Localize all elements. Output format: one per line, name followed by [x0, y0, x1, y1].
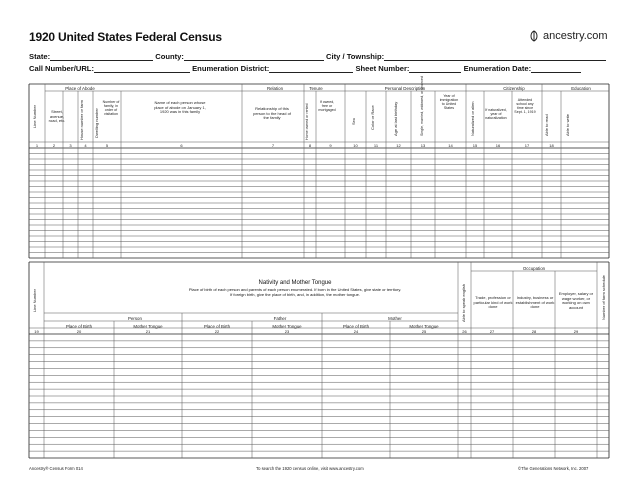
form-title: 1920 United States Federal Census	[29, 30, 222, 44]
father-header: Father	[273, 316, 287, 321]
top-col-number-15: 15	[472, 143, 478, 148]
top-col-number-11: 11	[373, 143, 379, 148]
sheet-label: Sheet Number:	[355, 64, 410, 73]
bottom-col-number-25: 25	[421, 329, 427, 334]
county-label: County:	[155, 52, 184, 61]
top-col-number-9: 9	[329, 143, 332, 148]
industry-label: Industry, business or establishment of work done	[515, 295, 555, 310]
nativity-desc-1: Place of birth of each person and parents of each person enumerated. If born in the United States, give state or territory.	[188, 287, 402, 292]
read-label: Able to read	[544, 114, 549, 136]
top-col-number-13: 13	[420, 143, 426, 148]
top-col-number-14: 14	[448, 143, 453, 148]
nat-year-label: If naturalized, year of naturalization	[485, 108, 507, 120]
house-label: House number or farm	[79, 99, 84, 140]
top-line-number-label: Line Number	[32, 105, 37, 128]
top-col-number-1: 1	[35, 143, 39, 148]
sex-label: Sex	[351, 118, 356, 125]
bottom-col-number-23: 23	[284, 329, 290, 334]
bottom-col-number-20: 20	[76, 329, 82, 334]
group-citizenship: Citizenship	[503, 86, 525, 91]
top-col-number-3: 3	[69, 143, 72, 148]
mortgaged-label: If owned, free or mortgaged	[318, 100, 336, 112]
top-col-number-5: 5	[105, 143, 109, 148]
group-personal: Personal Description	[384, 86, 426, 91]
bottom-col-number-21: 21	[145, 329, 151, 334]
speak-english-label: Able to speak english	[461, 283, 466, 322]
logo-text: ancestry.com	[543, 30, 608, 42]
dwelling-label: Dwelling number	[94, 108, 99, 138]
age-label: Age at last birthday	[393, 101, 398, 136]
footer-center: To search the 1920 census online, visit www.ancestry.com	[256, 466, 364, 471]
mother-header: Mother	[388, 316, 402, 321]
relationship-label: Relationship of this person to the head of the family	[253, 106, 291, 121]
employer-label: Employer, salary or wage worker, or working on own account	[558, 291, 594, 310]
street-label: Street, avenue, road, etc.	[48, 109, 66, 124]
ed-label: Enumeration District:	[192, 64, 270, 73]
bottom-col-number-19: 19	[34, 329, 39, 334]
group-education: Education	[571, 86, 591, 91]
top-col-number-16: 16	[495, 143, 501, 148]
date-label: Enumeration Date:	[463, 64, 532, 73]
footer-left: Ancestry® Census Form 014	[29, 466, 83, 471]
nativity-desc-2: If foreign birth, give the place of birth, and, in addition, the mother tongue.	[230, 292, 360, 297]
bottom-line-number-label: Line Number	[32, 289, 37, 312]
group-tenure: Tenure	[309, 86, 323, 91]
top-col-number-4: 4	[84, 143, 87, 148]
home-owned-label: Home owned or rented	[305, 103, 309, 140]
nativity-title: Nativity and Mother Tongue	[258, 280, 332, 286]
top-col-number-17: 17	[524, 143, 530, 148]
bottom-col-number-29: 29	[573, 329, 579, 334]
city-label: City / Township:	[326, 52, 385, 61]
top-col-number-8: 8	[308, 143, 312, 148]
marital-label: Single, married, widowed, or divorced	[420, 76, 424, 136]
color-label: Color or Race	[370, 105, 375, 130]
father-tongue: Mother Tongue	[272, 324, 302, 329]
bottom-col-number-26: 26	[462, 329, 467, 334]
top-col-number-10: 10	[353, 143, 358, 148]
family-label: Number of family, in order of visitation	[102, 100, 120, 116]
bottom-col-number-28: 28	[531, 329, 537, 334]
bottom-col-number-27: 27	[489, 329, 495, 334]
group-abode: Place of Abode	[65, 86, 95, 91]
bottom-col-number-22: 22	[214, 329, 220, 334]
father-pob: Place of Birth	[203, 324, 231, 329]
occupation-header: Occupation	[522, 266, 546, 271]
year-immigration-label: Year of immigration to United States	[439, 94, 459, 110]
mother-pob: Place of Birth	[342, 324, 370, 329]
trade-label: Trade, profession or particular kind of work done	[473, 295, 513, 310]
top-col-number-2: 2	[52, 143, 56, 148]
footer-right: ©The Generations Network, Inc. 2007	[518, 466, 589, 471]
group-relation: Relation	[266, 86, 284, 91]
person-tongue: Mother Tongue	[133, 324, 163, 329]
write-label: Able to write	[565, 113, 570, 136]
bottom-col-number-24: 24	[353, 329, 359, 334]
top-col-number-18: 18	[549, 143, 554, 148]
person-pob: Place of Birth	[65, 324, 93, 329]
person-header: Person	[128, 316, 142, 321]
school-label: Attended school any time since Sept. 1, 1919	[514, 98, 536, 114]
top-col-number-12: 12	[396, 143, 401, 148]
state-label: State:	[29, 52, 51, 61]
top-col-number-6: 6	[180, 143, 183, 148]
call-number-label: Call Number/URL:	[29, 64, 94, 73]
mother-tongue: Mother Tongue	[409, 324, 439, 329]
name-label: Name of each person whose place of abode on January 1, 1920 was in this family	[154, 100, 206, 115]
farm-schedule-label: Number of farm schedule	[601, 275, 606, 320]
top-col-number-7: 7	[271, 143, 275, 148]
naturalized-label: Naturalized or alien	[470, 101, 475, 136]
